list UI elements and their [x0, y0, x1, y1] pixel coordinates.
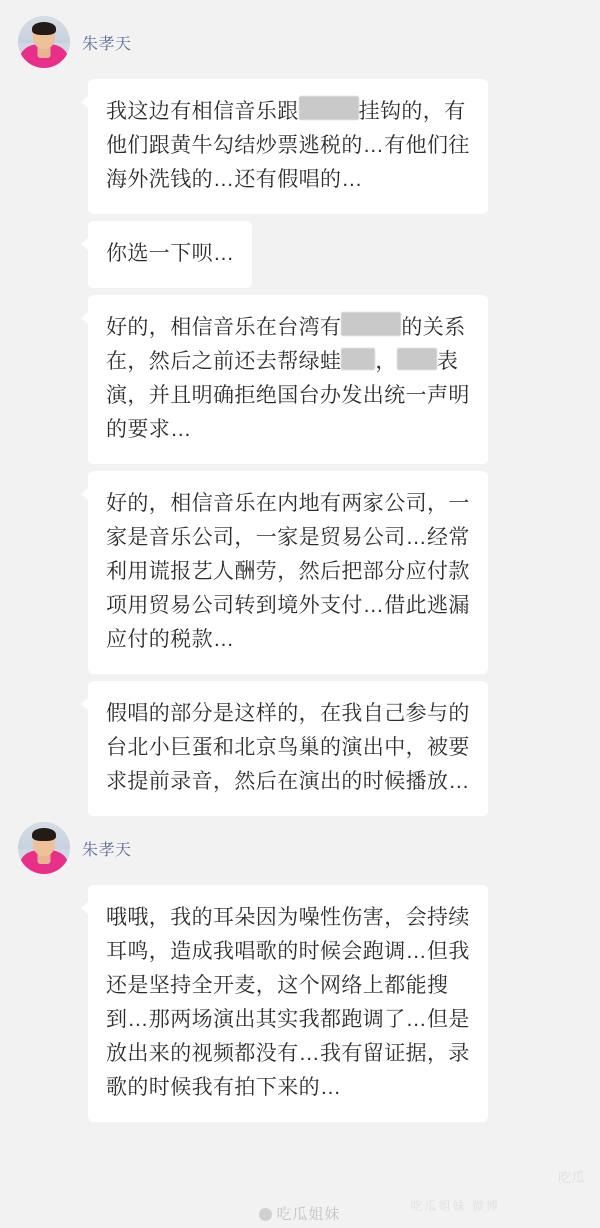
message-text-part: 你选一下呗… [106, 242, 235, 266]
message-text-part: 表演，并且明确拒绝国台办发出统一声明的要求… [106, 350, 470, 442]
sender-name[interactable]: 朱孝天 [82, 841, 132, 859]
bubble-wrap-2 [0, 214, 600, 288]
message-text-part: 我这边有相信音乐跟 [106, 100, 299, 123]
bubble-wrap-4 [0, 464, 600, 674]
bubble-wrap-3 [0, 288, 600, 464]
message-bubble[interactable] [88, 221, 252, 288]
avatar-hair [32, 22, 56, 35]
message-bubble[interactable] [88, 471, 488, 674]
message-text-part: 挂钩的，有他们跟黄牛勾结炒票逃税的…有他们往海外洗钱的…还有假唱的… [106, 100, 470, 192]
redacted-text [341, 312, 401, 336]
message-text-part: 的关系在，然后之前还去帮绿蛙 [106, 316, 466, 374]
weibo-icon [259, 1208, 272, 1221]
message-text-part: 假唱的部分是这样的，在我自己参与的台北小巨蛋和北京鸟巢的演出中，被要求提前录音，然后在演出的时候播放… [106, 702, 470, 794]
redacted-text [341, 348, 375, 370]
message-bubble[interactable] [88, 295, 488, 464]
watermark-bottom [0, 1203, 600, 1224]
redacted-text [397, 348, 437, 370]
bubble-wrap-1 [0, 72, 600, 214]
sender-row-1 [0, 10, 600, 72]
avatar-hair [32, 828, 56, 841]
watermark-faint: 吃瓜姐妹 微博 [410, 1199, 500, 1213]
message-text-part: 好的，相信音乐在台湾有 [106, 316, 342, 340]
avatar[interactable] [18, 822, 70, 874]
message-group-2 [0, 816, 600, 1122]
message-bubble[interactable] [88, 79, 488, 214]
message-text-part: ， [375, 350, 397, 374]
message-text-part: 哦哦，我的耳朵因为噪性伤害，会持续耳鸣，造成我唱歌的时候会跑调…但我还是坚持全开麦，这个网络上都能搜到…那两场演出其实我都跑调了…但是放出来的视频都没有…我有留证据，录歌的时候我有拍下来的… [106, 906, 470, 1100]
message-group-1 [0, 10, 600, 816]
message-text-part: 好的，相信音乐在内地有两家公司，一家是音乐公司，一家是贸易公司…经常利用谎报艺人酬劳，然后把部分应付款项用贸易公司转到境外支付…借此逃漏应付的税款… [106, 492, 470, 652]
avatar[interactable] [18, 16, 70, 68]
bubble-wrap-6 [0, 878, 600, 1122]
sender-name[interactable]: 朱孝天 [82, 35, 132, 53]
watermark-label: 吃瓜姐妹 [276, 1206, 341, 1223]
redacted-text [299, 96, 359, 120]
message-bubble[interactable] [88, 681, 488, 816]
bubble-wrap-5 [0, 674, 600, 816]
message-bubble[interactable] [88, 885, 488, 1122]
watermark-corner: 吃瓜 [557, 1170, 586, 1185]
sender-row-2 [0, 816, 600, 878]
